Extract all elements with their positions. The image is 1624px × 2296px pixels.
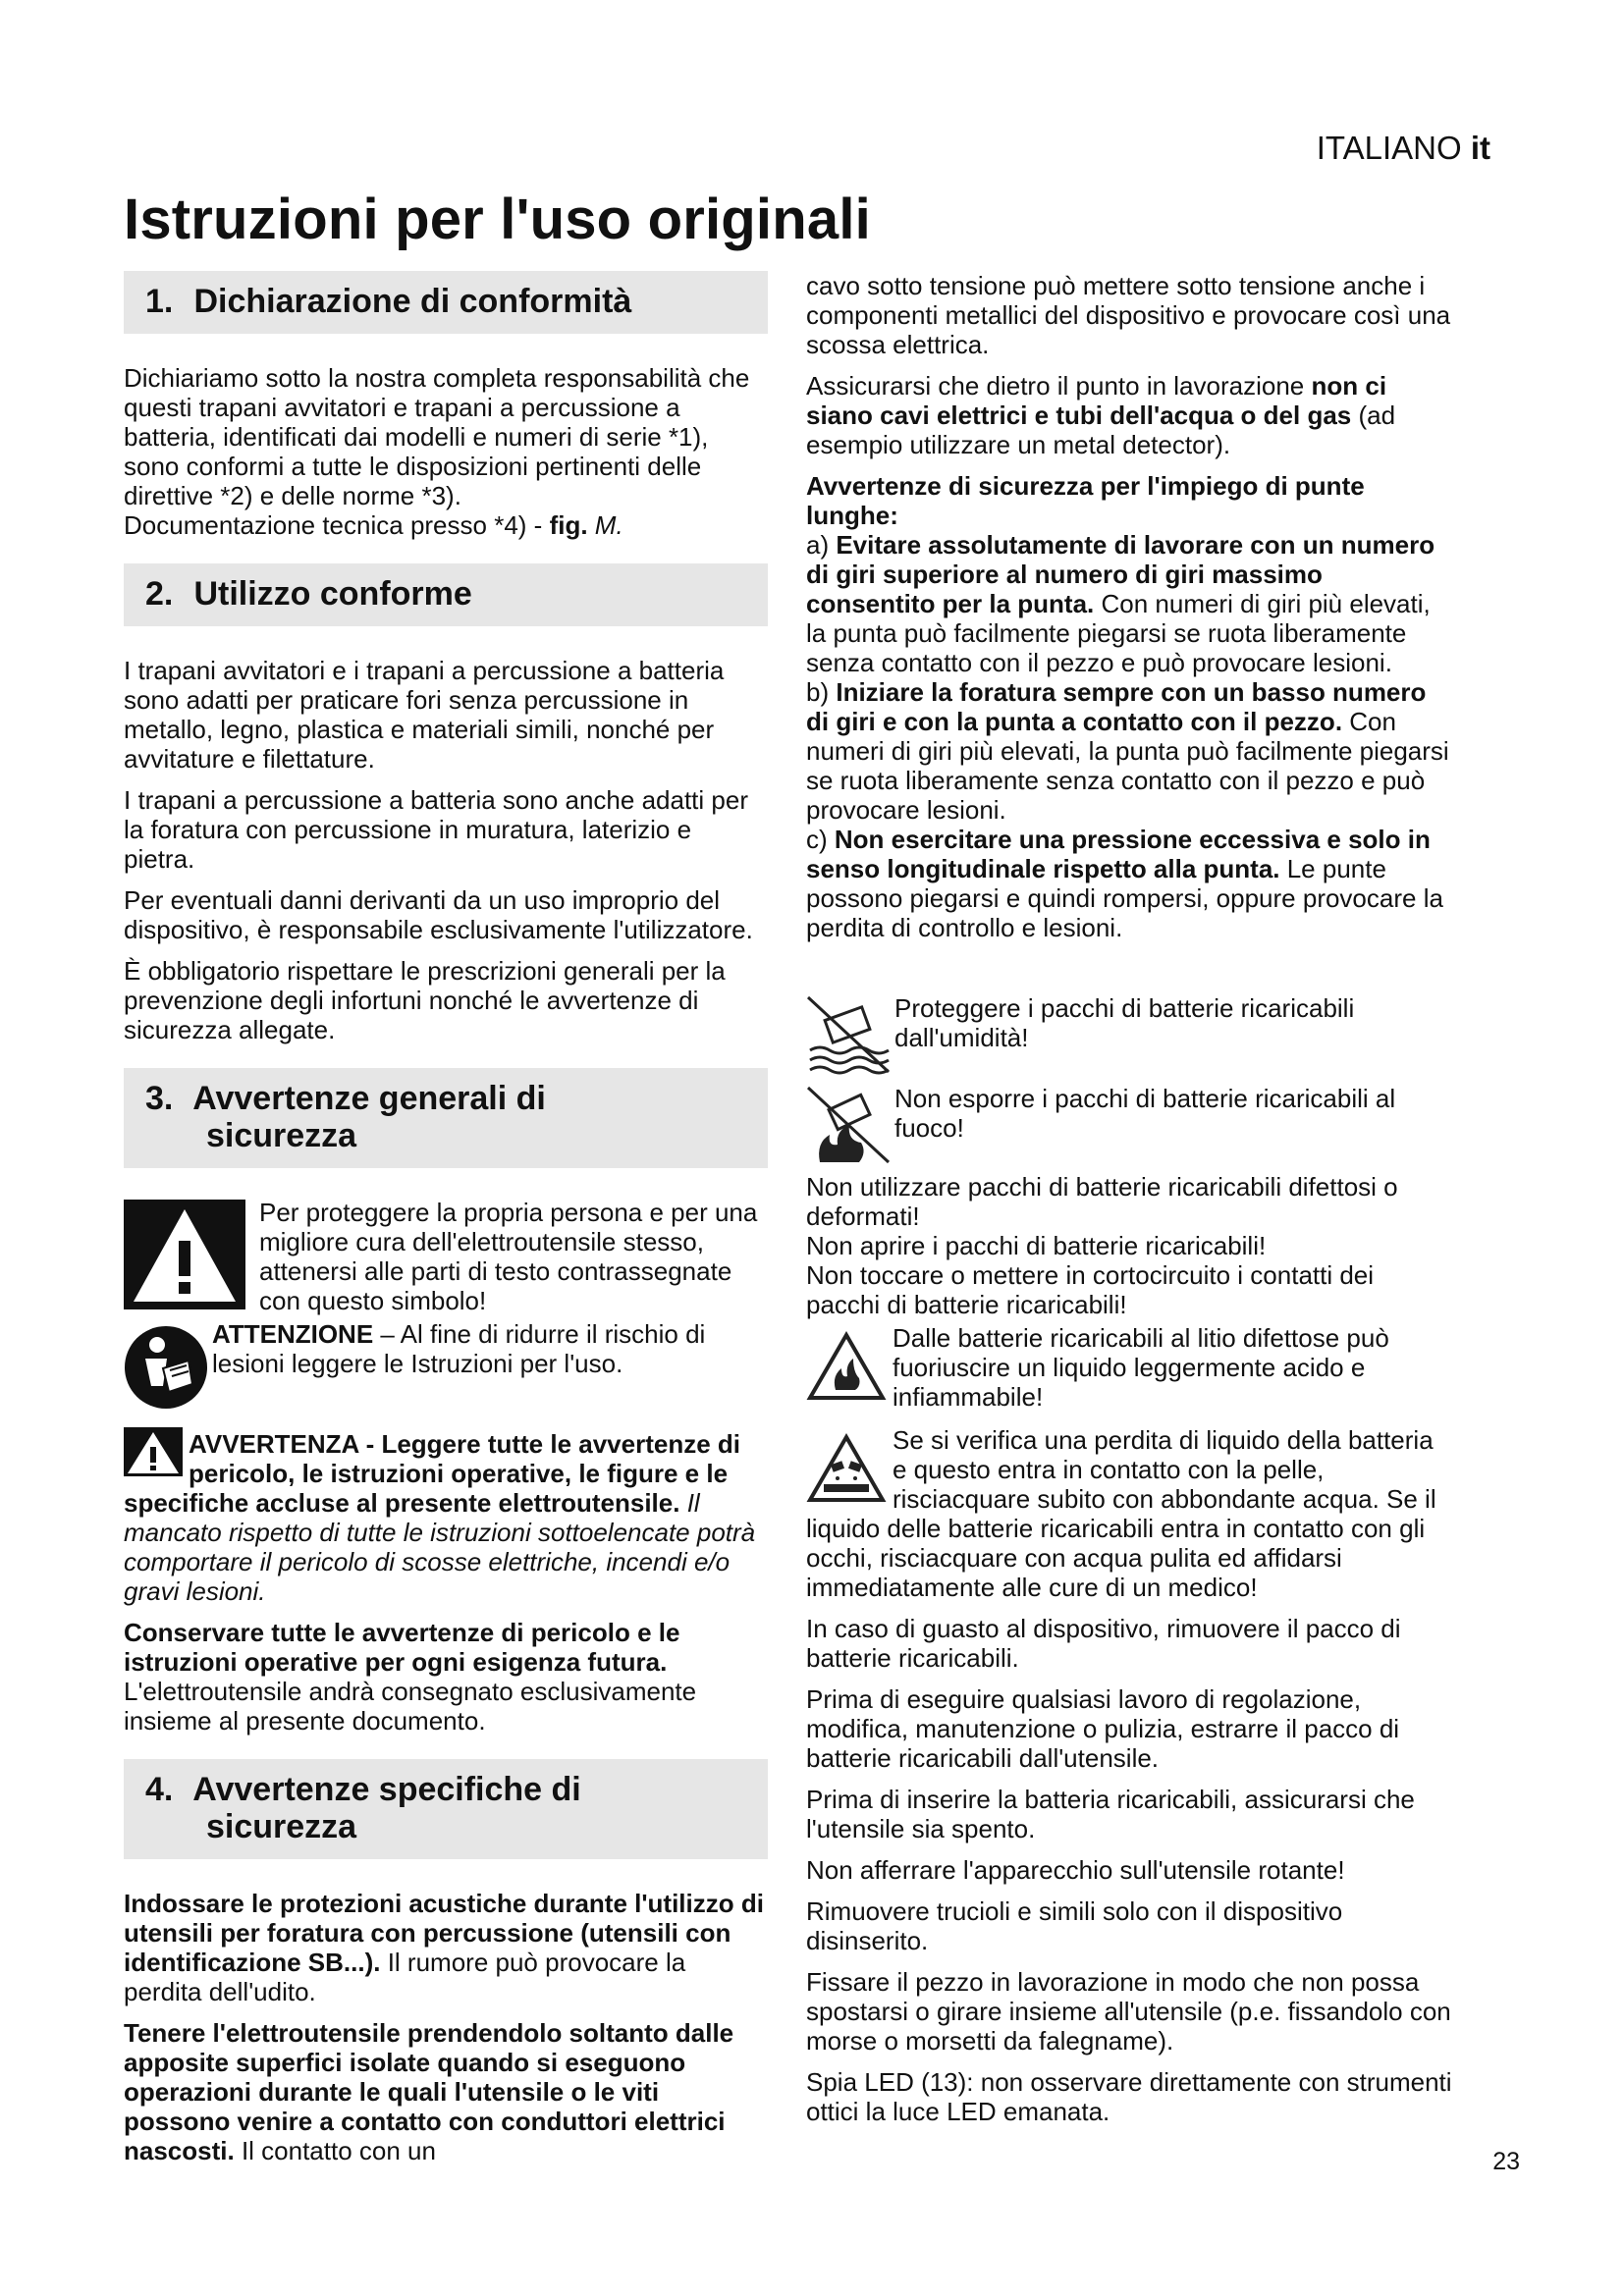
no-grab-text: Non afferrare l'apparecchio sull'utensile rotante!: [806, 1855, 1345, 1885]
avvertenza-block: AVVERTENZA - Leggere tutte le avvertenze di pericolo, le istruzioni operative, le figure e le specifiche accluse al presente elettroutensile. Il mancato rispetto di tutte le istruzioni sottoelencate potrà comportare il pericolo di scosse elettriche, incendi e/o gravi lesioni.: [124, 1429, 756, 1606]
lithium-row: Dalle batterie ricaricabili al litio difettose può fuoriuscire un liquido leggermente acido e infiammabile!: [806, 1323, 1454, 1412]
no-open-text: Non aprire i pacchi di batterie ricaricabili!: [806, 1231, 1267, 1260]
long-bits-a: a) Evitare assolutamente di lavorare con un numero di giri superiore al numero di giri massimo consentito per la punta. Con numeri di giri più elevati, la punta può facilmente piegarsi se ruota liberamente senza contatto con il pezzo e può provocare lesioni.: [806, 530, 1435, 677]
conformity-text: Dichiariamo sotto la nostra completa responsabilità che questi trapani avvitatori e trapani a percussione a batteria, identificati dai modelli e numeri di serie *1), sono conformi a tutte le disposizioni pertinenti delle direttive *2) e delle norme *3).: [124, 363, 750, 510]
intended-use-p3: Per eventuali danni derivanti da un uso improprio del dispositivo, è responsabile esclusivamente l'utilizzatore.: [124, 885, 753, 944]
metal-detector-text: Assicurarsi che dietro il punto in lavorazione non ci siano cavi elettrici e tubi dell'acqua o del gas (ad esempio utilizzare un metal detector).: [806, 371, 1396, 459]
chips-text: Rimuovere trucioli e simili solo con il dispositivo disinserito.: [806, 1896, 1343, 1955]
section-1-heading: 1. Dichiarazione di conformità: [124, 271, 768, 334]
no-water-icon: [806, 993, 891, 1078]
attention-row: ATTENZIONE – Al fine di ridurre il rischio di lesioni leggere le Istruzioni per l'uso.: [124, 1319, 768, 1410]
left-column: [124, 271, 768, 2177]
warning-symbol-row: Per proteggere la propria persona e per una migliore cura dell'elettroutensile stesso, attenersi alle parti di testo contrassegnate con questo simbolo!: [124, 1198, 768, 1315]
section-4-heading: 4. Avvertenze specifiche di sicurezza: [124, 1759, 768, 1859]
warning-triangle-icon: [124, 1200, 245, 1309]
intended-use-p1: I trapani avvitatori e i trapani a percussione a batteria sono adatti per praticare fori senza percussione in metallo, legno, plastica e materiali simili, nonché per avvitature e filettature.: [124, 656, 725, 774]
live-wire-text: cavo sotto tensione può mettere sotto tensione anche i componenti metallici del dispositivo e provocare così una scossa elettrica.: [806, 271, 1451, 359]
no-fire-icon: [806, 1084, 891, 1168]
intended-use-p2: I trapani a percussione a batteria sono anche adatti per la foratura con percussione in muratura, laterizio e pietra.: [124, 785, 748, 874]
read-manual-icon: [124, 1325, 208, 1410]
fire-row: Non esporre i pacchi di batterie ricaricabili al fuoco!: [806, 1084, 1454, 1168]
page-number: 23: [1492, 2148, 1520, 2175]
defective-text: Non utilizzare pacchi di batterie ricaricabili difettosi o deformati!: [806, 1172, 1398, 1231]
language-label: ITALIANO it: [1316, 130, 1490, 166]
no-touch-text: Non toccare o mettere in cortocircuito i contatti dei pacchi di batterie ricaricabili!: [806, 1260, 1375, 1319]
insulated-surfaces: Tenere l'elettroutensile prendendolo soltanto dalle apposite superfici isolate quando si eseguono operazioni durante le quali l'utensile o le viti possono venire a contatto con conduttori elettrici nascosti. Il contatto con un: [124, 2018, 734, 2165]
tech-doc-line: Documentazione tecnica presso *4) - fig. M.: [124, 510, 623, 540]
before-adjust-text: Prima di eseguire qualsiasi lavoro di regolazione, modifica, manutenzione o pulizia, estrarre il pacco di batterie ricaricabili dall'utensile.: [806, 1684, 1400, 1773]
before-insert-text: Prima di inserire la batteria ricaricabili, assicurarsi che l'utensile sia spento.: [806, 1785, 1415, 1843]
fig-reference: fig.: [549, 510, 588, 540]
keep-instructions: Conservare tutte le avvertenze di pericolo e le istruzioni operative per ogni esigenza futura. L'elettroutensile andrà consegnato esclusivamente insieme al presente documento.: [124, 1618, 697, 1735]
page-title: Istruzioni per l'uso originali: [124, 187, 871, 251]
humidity-row: Proteggere i pacchi di batterie ricaricabili dall'umidità!: [806, 993, 1454, 1078]
long-bits-b: b) Iniziare la foratura sempre con un basso numero di giri e con la punta a contatto con il pezzo. Con numeri di giri più elevati, la punta può facilmente piegarsi se ruota liberamente senza contatto con il pezzo e può provocare lesioni.: [806, 677, 1449, 825]
section-3-heading: 3. Avvertenze generali di sicurezza: [124, 1068, 768, 1168]
long-bits-c: c) Non esercitare una pressione eccessiva e solo in senso longitudinale rispetto alla punta. Le punte possono piegarsi e quindi rompersi, oppure provocare la perdita di controllo e lesioni.: [806, 825, 1443, 942]
warning-small-icon: [124, 1427, 183, 1476]
long-bits-title: Avvertenze di sicurezza per l'impiego di punte lunghe:: [806, 471, 1365, 530]
leak-block: Se si verifica una perdita di liquido della batteria e questo entra in contatto con la pelle, risciacquare subito con abbondante acqua. Se il liquido delle batterie ricaricabili entra in contatto con gli occhi, risciacquare con acqua pulita ed affidarsi immediatamente alle cure di un medico!: [806, 1425, 1436, 1602]
fault-text: In caso di guasto al dispositivo, rimuovere il pacco di batterie ricaricabili.: [806, 1614, 1401, 1673]
corrosive-icon: [806, 1433, 887, 1504]
intended-use-p4: È obbligatorio rispettare le prescrizioni generali per la prevenzione degli infortuni nonché le avvertenze di sicurezza allegate.: [124, 956, 726, 1044]
section-2-heading: 2. Utilizzo conforme: [124, 563, 768, 626]
led-text: Spia LED (13): non osservare direttamente con strumenti ottici la luce LED emanata.: [806, 2067, 1452, 2126]
flammable-icon: [806, 1331, 887, 1402]
right-column: [806, 271, 1454, 2138]
hearing-protection: Indossare le protezioni acustiche durante l'utilizzo di utensili per foratura con percussione (utensili con identificazione SB...). Il rumore può provocare la perdita dell'udito.: [124, 1889, 764, 2006]
fix-workpiece-text: Fissare il pezzo in lavorazione in modo che non possa spostarsi o girare insieme all'utensile (p.e. fissandolo con morse o morsetti da falegname).: [806, 1967, 1451, 2056]
